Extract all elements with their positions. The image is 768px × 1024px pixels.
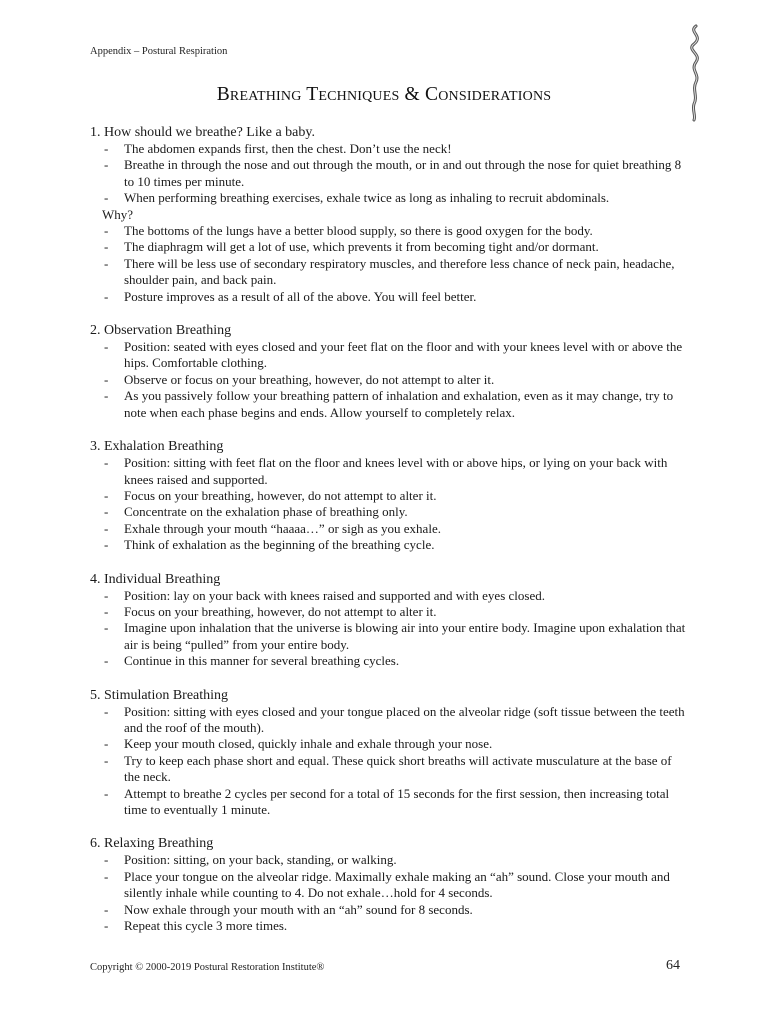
bullet-list [90, 455, 690, 553]
section-5 [90, 687, 690, 819]
list-item: - When performing breathing exercises, exhale twice as long as inhaling to recruit abdominals. [90, 190, 690, 206]
list-item: - Try to keep each phase short and equal. These quick short breaths will activate musculature at the base of the neck. [90, 753, 690, 786]
list-item: - Think of exhalation as the beginning of the breathing cycle. [90, 537, 690, 553]
list-item: - Position: sitting with feet flat on the floor and knees level with or above hips, or lying on your back with knees raised and supported. [90, 455, 690, 488]
bullet-list [90, 223, 690, 305]
list-item: - Keep your mouth closed, quickly inhale and exhale through your nose. [90, 736, 690, 752]
list-item: - The bottoms of the lungs have a better blood supply, so there is good oxygen for the body. [90, 223, 690, 239]
bullet-list [90, 141, 690, 207]
list-item: - Position: sitting, on your back, standing, or walking. [90, 852, 690, 868]
section-title: 3. Exhalation Breathing [90, 439, 224, 455]
list-item: - Imagine upon inhalation that the universe is blowing air into your entire body. Imagine upon exhalation that air is being “pulled” from your entire body. [90, 620, 690, 653]
section-title: 4. Individual Breathing [90, 571, 221, 587]
list-item: - The diaphragm will get a lot of use, which prevents it from becoming tight and/or dormant. [90, 239, 690, 255]
section-title: 1. How should we breathe? Like a baby. [90, 125, 315, 140]
list-item: - Focus on your breathing, however, do not attempt to alter it. [90, 604, 690, 620]
page-title: Breathing Techniques & Considerations [216, 84, 552, 105]
list-item: - There will be less use of secondary respiratory muscles, and therefore less chance of neck pain, headache, shoulder pain, and back pain. [90, 256, 690, 289]
list-item: - Now exhale through your mouth with an “ah” sound for 8 seconds. [90, 902, 690, 918]
bullet-list [90, 704, 690, 819]
section-title: 5. Stimulation Breathing [90, 687, 229, 703]
list-item: - As you passively follow your breathing pattern of inhalation and exhalation, even as it may change, try to note when each phase begins and ends. Allow yourself to completely relax. [90, 388, 690, 421]
list-item: - The abdomen expands first, then the chest. Don’t use the neck! [90, 141, 690, 157]
list-item: - Position: lay on your back with knees raised and supported and with eyes closed. [90, 588, 690, 604]
section-4 [90, 571, 690, 670]
document-body [90, 124, 690, 951]
list-item: - Position: seated with eyes closed and your feet flat on the floor and with your knees level with or above the hips. Comfortable clothing. [90, 339, 690, 372]
copyright-footer: Copyright © 2000-2019 Postural Restoration Institute® [90, 962, 325, 973]
section-title: 6. Relaxing Breathing [90, 836, 214, 852]
list-item: - Observe or focus on your breathing, however, do not attempt to alter it. [90, 372, 690, 388]
section-6 [90, 835, 690, 934]
bullet-list [90, 339, 690, 421]
page-number: 64 [666, 958, 680, 973]
page-header: Appendix – Postural Respiration [90, 46, 228, 57]
list-item: - Breathe in through the nose and out through the mouth, or in and out through the nose for quiet breathing 8 to 10 times per minute. [90, 157, 690, 190]
section-3 [90, 438, 690, 553]
ribbon-logo-icon [678, 22, 714, 122]
list-item: - Focus on your breathing, however, do not attempt to alter it. [90, 488, 690, 504]
list-item: - Position: sitting with eyes closed and your tongue placed on the alveolar ridge (soft tissue between the teeth and the roof of the mouth). [90, 704, 690, 737]
list-item: - Place your tongue on the alveolar ridge. Maximally exhale making an “ah” sound. Close your mouth and silently inhale while counting to 4. Do not exhale…hold for 4 seconds. [90, 869, 690, 902]
section-2 [90, 322, 690, 421]
list-item: - Continue in this manner for several breathing cycles. [90, 653, 690, 669]
section-1 [90, 124, 690, 305]
list-item: - Posture improves as a result of all of the above. You will feel better. [90, 289, 690, 305]
list-item: - Concentrate on the exhalation phase of breathing only. [90, 504, 690, 520]
section-title: 2. Observation Breathing [90, 323, 232, 339]
list-item: - Repeat this cycle 3 more times. [90, 918, 690, 934]
bullet-list [90, 852, 690, 934]
list-item: - Exhale through your mouth “haaaa…” or sigh as you exhale. [90, 521, 690, 537]
list-item: - Attempt to breathe 2 cycles per second for a total of 15 seconds for the first session, then increasing total time to eventually 1 minute. [90, 786, 690, 819]
bullet-list [90, 588, 690, 670]
why-heading: Why? [102, 206, 134, 222]
